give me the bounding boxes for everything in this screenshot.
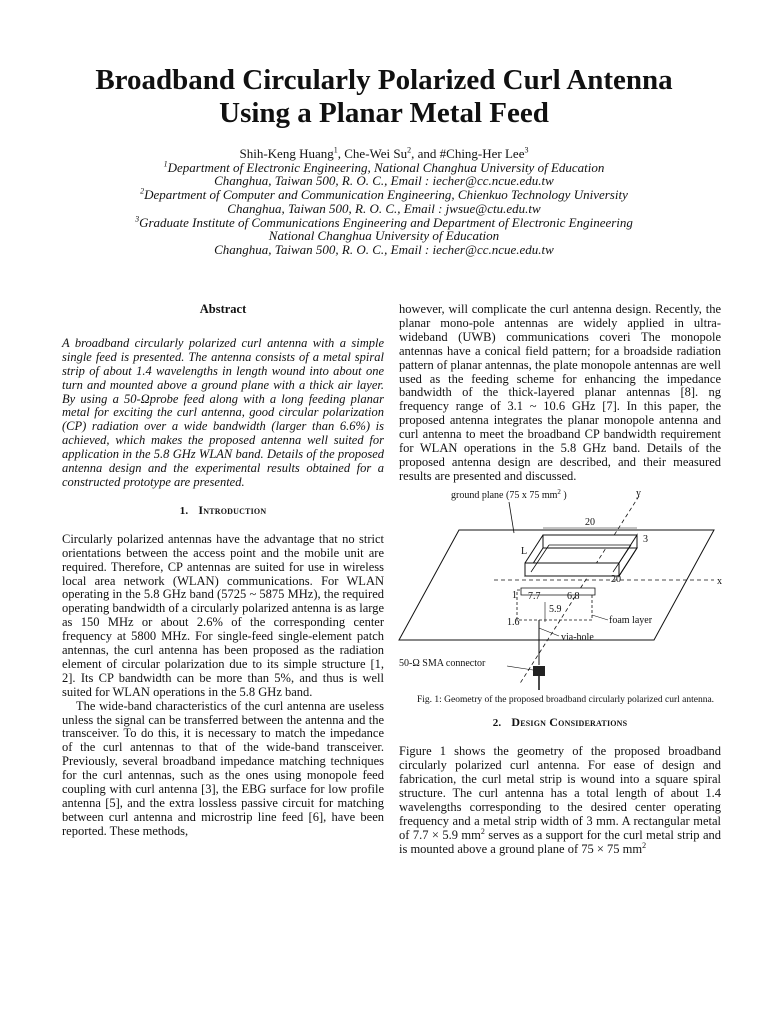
author-3: and #Ching-Her Lee (417, 146, 525, 161)
ground-plane-leader (509, 502, 514, 533)
sma-label: 50-Ω SMA connector (399, 657, 486, 669)
ground-plane-label: ground plane (75 x 75 $mm^2$ ) (451, 487, 567, 501)
dim-5-9: 5.9 (549, 603, 562, 615)
affiliation-3 (40, 216, 728, 230)
affiliation-3-address: Changhua, Taiwan 500, R. O. C., Email : iecher@cc.ncue.edu.tw (214, 241, 554, 257)
section-2-number: 2. (492, 717, 502, 730)
design-paragraph-1 (399, 745, 721, 856)
affiliation-2-line1: Department of Computer and Communication Engineering, Chienkuo Technology University (144, 187, 628, 203)
affiliation-2-address: Changhua, Taiwan 500, R. O. C., Email : jwsue@ctu.edu.tw (227, 200, 541, 216)
via-hole-label: via-hole (561, 631, 594, 643)
dim-1: 1 (512, 589, 517, 601)
affiliation-3-line1: Graduate Institute of Communications Engineering and Department of Electronic Engineering (139, 214, 633, 230)
title-line-1: Broadband Circularly Polarized Curl Antenna (95, 64, 673, 96)
design-sup-2: 2 (642, 840, 647, 850)
curl-top-face (543, 535, 637, 548)
abstract-heading: Abstract (199, 302, 247, 316)
section-1-number: 1. (179, 504, 189, 517)
author-3-sup: 3 (524, 145, 529, 155)
axis-y-label: y (636, 487, 641, 499)
paper-title (40, 64, 728, 130)
intro-paragraph-1: Circularly polarized antennas have the advantage that no strict orientations between the access point and the mobile unit are required. Therefore, CP antennas are suited for use in wireless local area network (WLAN) communications. For WLAN operating in the 5.8 GHz band (5725 ~ 5875 MHz), the required operating bandwidth of a circularly polarized antenna is as large as 150 MHz or about 2.6% of the corresponding center frequency at 5800 MHz. For single-feed single-element patch antennas, the curl antenna has been proposed as the radiation element of circular polarization due to its simple structure [1, 2]. Its CP bandwidth can be more than 5%, and thus is well suited for WLAN operations in the 5.8 GHz band. (62, 531, 384, 699)
right-column (399, 303, 721, 856)
affiliation-1-sup: 1 (163, 159, 168, 169)
affiliation-1-line1: Department of Electronic Engineering, National Changhua University of Education (167, 159, 605, 175)
curl-left-edge (525, 535, 543, 563)
author-1: Shih-Keng Huang (239, 146, 334, 161)
dim-3: 3 (643, 533, 648, 545)
curl-front-face (525, 563, 619, 576)
figure-1-caption: Fig. 1: Geometry of the proposed broadband circularly polarized curl antenna. (417, 694, 715, 705)
affiliation-1 (40, 161, 728, 175)
dim-L: L (521, 545, 528, 557)
section-1-heading (62, 504, 384, 519)
affiliation-1-address: Changhua, Taiwan 500, R. O. C., Email : iecher@cc.ncue.edu.tw (214, 173, 554, 189)
dim-20-top: 20 (585, 516, 595, 528)
foam-layer-label: foam layer (609, 614, 653, 626)
design-sup-1: 2 (480, 826, 485, 836)
affiliation-2-sup: 2 (140, 186, 145, 196)
via-leader (539, 628, 559, 636)
right-paragraph-1: however, will complicate the curl antenna design. Recently, the planar mono-pole antennas are widely applied in ultra-wideband (UWB) communications coveri The monopole antennas have a conical field pattern; for a broadside radiation pattern of planar antennas, the plate monopole antennas are well used as the feeding scheme for enhancing the impedance bandwidth of the thick-layered planar antennas [8]. ng frequency range of 3.1 ~ 10.6 GHz [7]. In this paper, the proposed antenna integrates the planar monopole antenna and curl antenna to meet the broadband CP bandwidth requirement for WLAN operations in the 5.8 GHz band. Details of the proposed antenna design are described, and their measured results are presented and discussed. (399, 302, 721, 483)
author-line: Shih-Keng Huang$^1$, Che-Wei Su$^2$, and #Ching-Her Lee$^3$ (239, 145, 529, 161)
left-column (62, 303, 384, 839)
abstract-text: A broadband circularly polarized curl antenna with a simple single feed is presented. The antenna consists of a metal spiral strip of about 1.4 wavelengths in length wound into about one turn and mounted above a ground plane with a thick air layer. By using a 50-Ωprobe feed along with a long feeding planar metal for exciting the curl antenna, good circular polarization (CP) radiation over a wide bandwidth (larger than 6.6%) is achieved, which makes the proposed antenna well suited for application in the 5.8 GHz WLAN band. Details of the proposed antenna design and the experimental results obtained for a constructed prototype are presented. (62, 335, 384, 489)
intro-paragraph-2: The wide-band characteristics of the curl antenna are useless unless the signal can be transferred between the antenna and the transceiver. To do this, it is necessary to match the impedance of the curl antennas to that of the wide-band transceiver. Previously, several broadband impedance matching techniques for the curl antennas, such as the ones using monopole feed coupling with curl antenna [3], the EBG surface for low profile antenna [5], and the extra lossless passive circuit for matching between curl antenna and microstrip line feed [6], have been reported. These methods, (62, 698, 384, 838)
sma-connector-icon (533, 666, 545, 676)
author-block (40, 147, 728, 257)
affiliation-3-sup: 3 (135, 214, 140, 224)
dim-20-side: 20 (611, 573, 621, 585)
sma-leader (507, 666, 533, 670)
section-2-heading (399, 716, 721, 731)
title-line-2: Using a Planar Metal Feed (219, 97, 549, 129)
antenna-geometry-diagram (399, 487, 722, 695)
author-1-sup: 1 (333, 145, 338, 155)
author-2-sup: 2 (407, 145, 412, 155)
dim-1-6: 1.6 (507, 616, 520, 628)
section-2-title: Design Considerations (511, 715, 628, 730)
dim-6-8: 6.8 (567, 590, 580, 602)
foam-leader (592, 615, 608, 620)
author-2: Che-Wei Su (344, 146, 408, 161)
axis-x-label: x (717, 575, 722, 587)
figure-1 (399, 487, 722, 695)
dim-7-7: 7.7 (528, 590, 541, 602)
section-1-title: Introduction (198, 502, 267, 517)
design-text-a: Figure 1 shows the geometry of the proposed broadband circularly polarized curl antenna. For ease of design and fabrication, the curl metal strip is wound into a square spiral structure. The curl antenna has a total length of about 1.4 wavelengths corresponding to the desired center operating frequency and a metal strip width of 3 mm. A rectangular metal of 7.7 × 5.9 mm (399, 744, 721, 842)
affiliation-3-line2: National Changhua University of Education (268, 228, 500, 244)
affiliation-2 (40, 188, 728, 202)
design-text-b: serves as a support for the curl metal strip and is mounted above a ground plane of 75 × 75 mm (399, 827, 721, 856)
